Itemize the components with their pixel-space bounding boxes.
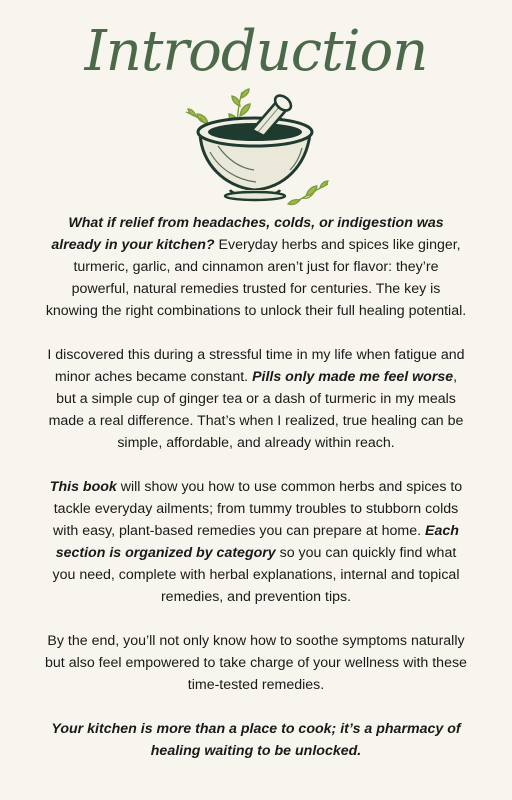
page-title: Introduction — [84, 19, 428, 84]
closing-statement — [44, 718, 468, 762]
intro-body — [44, 212, 468, 762]
paragraph-text: , but a simple cup of ginger tea or a dash of turmeric in my meals made a real difference. That’s when I realized, true healing can be simple, affordable, and already within reach. — [48, 369, 464, 451]
bold-closing: Your kitchen is more than a place to cook; it’s a pharmacy of healing waiting to be unlocked. — [51, 721, 461, 759]
paragraph-text: will show you how to use common herbs and spices to tackle everyday ailments; from tummy troubles to stubborn colds with easy, plant-based remedies you can prepare at home. — [53, 479, 463, 539]
paragraph-2 — [44, 344, 468, 454]
bold-lead-question: What if relief from headaches, colds, or indigestion was already in your kitchen? — [51, 215, 444, 253]
bold-category: Each section is organized by category — [55, 523, 459, 561]
bold-emphasis: Pills only made me feel worse — [252, 369, 454, 385]
paragraph-3 — [44, 476, 468, 608]
bold-this-book: This book — [49, 479, 117, 495]
paragraph-text: Everyday herbs and spices like ginger, turmeric, garlic, and cinnamon aren’t just for flavor: they’re powerful, natural remedies trusted for centuries. The key is knowing the right combinations to unlock their full healing potential. — [45, 237, 467, 319]
paragraph-1 — [44, 212, 468, 322]
paragraph-text: I discovered this during a stressful time in my life when fatigue and minor aches became constant. — [47, 347, 465, 385]
paragraph-text: so you can quickly find what you need, complete with herbal explanations, internal and topical remedies, and prevention tips. — [52, 545, 460, 605]
mortar-and-pestle-icon — [182, 86, 332, 210]
paragraph-4: By the end, you’ll not only know how to soothe symptoms naturally but also feel empowered to take charge of your wellness with these time-tested remedies. — [45, 633, 467, 693]
